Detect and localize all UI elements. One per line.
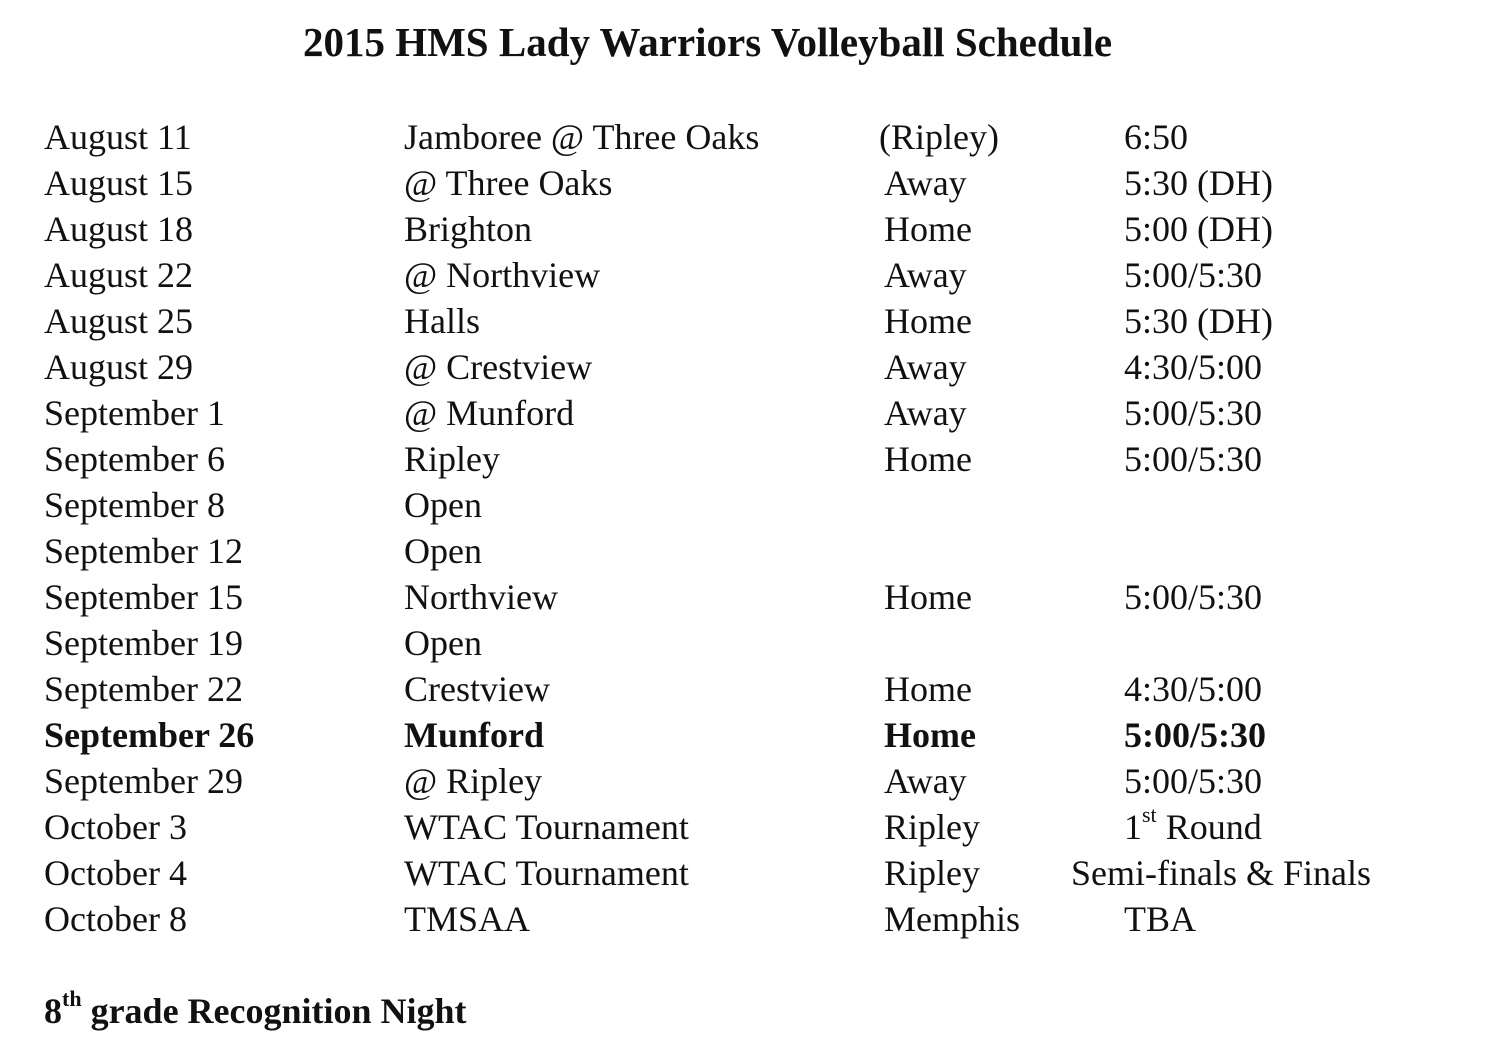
game-location: Away bbox=[884, 393, 967, 433]
schedule-row bbox=[44, 574, 1464, 620]
game-time: TBA bbox=[1124, 899, 1196, 939]
game-date: August 29 bbox=[44, 347, 194, 387]
game-date: September 12 bbox=[44, 531, 243, 571]
game-time: 5:00/5:30 bbox=[1124, 577, 1263, 617]
game-time: 5:30 (DH) bbox=[1124, 163, 1273, 203]
game-opponent: Munford bbox=[404, 715, 545, 755]
note-text: grade Recognition Night bbox=[81, 991, 467, 1031]
game-time: 5:00/5:30 bbox=[1124, 255, 1263, 295]
game-time: 5:00/5:30 bbox=[1124, 393, 1263, 433]
grade-number: 8 bbox=[44, 991, 62, 1031]
schedule-row bbox=[44, 528, 1464, 574]
game-opponent: Halls bbox=[404, 301, 480, 341]
schedule-row bbox=[44, 390, 1464, 436]
recognition-night-note bbox=[44, 985, 467, 1037]
game-time: 5:00/5:30 bbox=[1124, 715, 1266, 755]
page-title: 2015 HMS Lady Warriors Volleyball Schedule bbox=[302, 19, 1113, 65]
game-time: 5:30 (DH) bbox=[1124, 301, 1273, 341]
game-date: September 22 bbox=[44, 669, 243, 709]
game-time: 4:30/5:00 bbox=[1124, 347, 1263, 387]
schedule-row bbox=[44, 758, 1464, 804]
game-date: August 11 bbox=[44, 117, 192, 157]
schedule-row bbox=[44, 114, 1464, 160]
game-opponent: @ Crestview bbox=[404, 347, 593, 387]
game-location: Home bbox=[884, 439, 972, 479]
schedule-row bbox=[44, 298, 1464, 344]
schedule-row-highlighted bbox=[44, 712, 1464, 758]
game-date: September 6 bbox=[44, 439, 225, 479]
game-date: August 22 bbox=[44, 255, 194, 295]
game-location: Home bbox=[884, 301, 972, 341]
game-time bbox=[1124, 804, 1262, 850]
game-opponent: TMSAA bbox=[404, 899, 531, 939]
game-opponent: WTAC Tournament bbox=[404, 853, 689, 893]
game-opponent: @ Ripley bbox=[404, 761, 543, 801]
schedule-row bbox=[44, 436, 1464, 482]
game-time: 5:00/5:30 bbox=[1124, 761, 1263, 801]
schedule-row bbox=[44, 344, 1464, 390]
game-date: September 15 bbox=[44, 577, 243, 617]
game-time: 5:00/5:30 bbox=[1124, 439, 1263, 479]
game-opponent: Open bbox=[404, 531, 482, 571]
schedule-row bbox=[44, 252, 1464, 298]
game-date: September 19 bbox=[44, 623, 243, 663]
game-opponent: @ Munford bbox=[404, 393, 575, 433]
schedule-row bbox=[44, 620, 1464, 666]
schedule-row bbox=[44, 850, 1464, 896]
game-date: August 25 bbox=[44, 301, 194, 341]
schedule-row bbox=[44, 482, 1464, 528]
game-date: August 18 bbox=[44, 209, 194, 249]
game-time: Semi-finals & Finals bbox=[1071, 853, 1371, 893]
round-label: Round bbox=[1156, 807, 1262, 847]
game-opponent: Open bbox=[404, 485, 482, 525]
game-date: September 29 bbox=[44, 761, 243, 801]
schedule-row bbox=[44, 206, 1464, 252]
game-location: Away bbox=[884, 255, 967, 295]
game-date: September 26 bbox=[44, 715, 255, 755]
round-number: 1 bbox=[1124, 807, 1142, 847]
game-opponent: @ Three Oaks bbox=[404, 163, 613, 203]
game-opponent: @ Northview bbox=[404, 255, 601, 295]
game-opponent: Jamboree @ Three Oaks bbox=[404, 117, 760, 157]
game-opponent: Brighton bbox=[404, 209, 533, 249]
game-date: September 1 bbox=[44, 393, 225, 433]
game-location: Memphis bbox=[884, 899, 1021, 939]
game-opponent: Northview bbox=[404, 577, 558, 617]
game-opponent: Ripley bbox=[404, 439, 500, 479]
game-time: 5:00 (DH) bbox=[1124, 209, 1273, 249]
schedule-row bbox=[44, 896, 1464, 942]
game-location: Away bbox=[884, 163, 967, 203]
game-opponent: Open bbox=[404, 623, 482, 663]
game-location: Home bbox=[884, 715, 976, 755]
game-location: Away bbox=[884, 761, 967, 801]
game-time: 4:30/5:00 bbox=[1124, 669, 1263, 709]
schedule-row bbox=[44, 666, 1464, 712]
game-date: October 3 bbox=[44, 807, 187, 847]
round-ordinal-suffix: st bbox=[1142, 802, 1157, 827]
schedule-row bbox=[44, 160, 1464, 206]
game-date: October 4 bbox=[44, 853, 187, 893]
game-location: Home bbox=[884, 209, 972, 249]
game-date: October 8 bbox=[44, 899, 187, 939]
game-location: Ripley bbox=[884, 807, 980, 847]
game-location: (Ripley) bbox=[879, 117, 999, 157]
game-location: Ripley bbox=[884, 853, 980, 893]
game-location: Home bbox=[884, 577, 972, 617]
schedule-table bbox=[44, 114, 1464, 942]
game-date: August 15 bbox=[44, 163, 194, 203]
game-opponent: WTAC Tournament bbox=[404, 807, 689, 847]
schedule-row bbox=[44, 804, 1464, 850]
grade-ordinal-suffix: th bbox=[62, 986, 82, 1011]
game-opponent: Crestview bbox=[404, 669, 550, 709]
game-time: 6:50 bbox=[1124, 117, 1189, 157]
game-date: September 8 bbox=[44, 485, 225, 525]
game-location: Away bbox=[884, 347, 967, 387]
game-location: Home bbox=[884, 669, 972, 709]
